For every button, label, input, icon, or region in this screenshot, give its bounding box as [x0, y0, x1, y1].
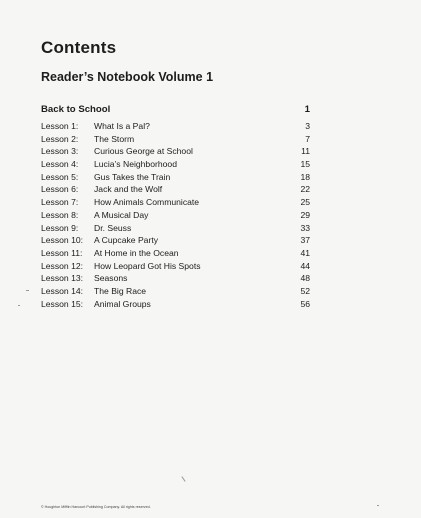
lesson-row: [41, 183, 310, 196]
lesson-number: Lesson 11:: [41, 247, 83, 258]
scan-speck: [26, 290, 29, 291]
lesson-title: Animal Groups: [94, 298, 151, 309]
lesson-title: At Home in the Ocean: [94, 247, 179, 258]
lesson-page-number: 41: [300, 247, 310, 258]
lesson-row: [41, 196, 310, 209]
lesson-row: [41, 133, 310, 146]
lesson-title: What Is a Pal?: [94, 121, 150, 131]
lesson-row: [41, 234, 310, 247]
lesson-number: Lesson 14:: [41, 285, 84, 296]
page-title: Contents: [41, 38, 117, 57]
lesson-title: Gus Takes the Train: [94, 171, 171, 182]
lesson-row: [41, 209, 310, 222]
lesson-title: A Musical Day: [94, 209, 149, 220]
lesson-number: Lesson 1:: [41, 121, 79, 131]
copyright-footer: © Houghton Mifflin Harcourt Publishing Company. All rights reserved.: [41, 505, 151, 509]
lesson-row: [41, 171, 310, 184]
lesson-page-number: 48: [300, 273, 310, 284]
lesson-row: [41, 260, 310, 273]
lesson-number: Lesson 6:: [41, 184, 79, 195]
lesson-number: Lesson 4:: [41, 159, 79, 170]
lesson-page-number: 37: [300, 235, 310, 246]
page-subtitle: Reader’s Notebook Volume 1: [41, 70, 214, 84]
lesson-page-number: 25: [300, 197, 310, 208]
lesson-title: Seasons: [94, 273, 128, 284]
lesson-page-number: 56: [300, 298, 310, 309]
lesson-number: Lesson 2:: [41, 133, 79, 144]
lesson-page-number: 22: [300, 184, 310, 195]
lesson-page-number: 15: [300, 159, 310, 170]
lesson-row: [41, 285, 310, 298]
lesson-number: Lesson 15:: [41, 298, 84, 309]
lesson-number: Lesson 10:: [41, 235, 84, 246]
lesson-number: Lesson 5:: [41, 171, 79, 182]
lesson-page-number: 18: [300, 171, 310, 182]
section-page-number: 1: [304, 104, 310, 115]
lesson-title: How Animals Communicate: [94, 197, 200, 208]
lesson-page-number: 3: [305, 121, 310, 131]
lesson-page-number: 33: [300, 222, 310, 233]
lesson-page-number: 29: [300, 209, 310, 220]
lesson-page-number: 52: [300, 285, 310, 296]
lesson-page-number: 44: [300, 260, 310, 271]
lesson-title: The Big Race: [94, 285, 147, 296]
lesson-list: [41, 120, 310, 310]
section-title: Back to School: [41, 104, 111, 115]
toc-section-row: [41, 103, 310, 120]
lesson-page-number: 11: [301, 146, 310, 157]
lesson-number: Lesson 3:: [41, 146, 79, 157]
scan-speck: [181, 476, 185, 481]
lesson-number: Lesson 7:: [41, 197, 79, 208]
lesson-title: Lucia’s Neighborhood: [94, 159, 177, 170]
lesson-number: Lesson 9:: [41, 222, 79, 233]
lesson-row: [41, 145, 310, 158]
table-of-contents: [41, 103, 310, 310]
lesson-number: Lesson 8:: [41, 209, 79, 220]
lesson-title: Jack and the Wolf: [94, 184, 163, 195]
lesson-page-number: 7: [305, 133, 310, 144]
lesson-title: The Storm: [94, 133, 135, 144]
lesson-title: Curious George at School: [94, 146, 193, 157]
lesson-title: How Leopard Got His Spots: [94, 260, 201, 271]
lesson-number: Lesson 12:: [41, 260, 84, 271]
lesson-number: Lesson 13:: [41, 273, 84, 284]
lesson-row: [41, 222, 310, 235]
scan-speck: [18, 305, 20, 306]
lesson-title: A Cupcake Party: [94, 235, 159, 246]
scan-speck: [377, 505, 379, 506]
lesson-row: [41, 272, 310, 285]
lesson-row: [41, 298, 310, 311]
lesson-row: [41, 120, 310, 133]
lesson-row: [41, 158, 310, 171]
lesson-row: [41, 247, 310, 260]
lesson-title: Dr. Seuss: [94, 222, 132, 233]
